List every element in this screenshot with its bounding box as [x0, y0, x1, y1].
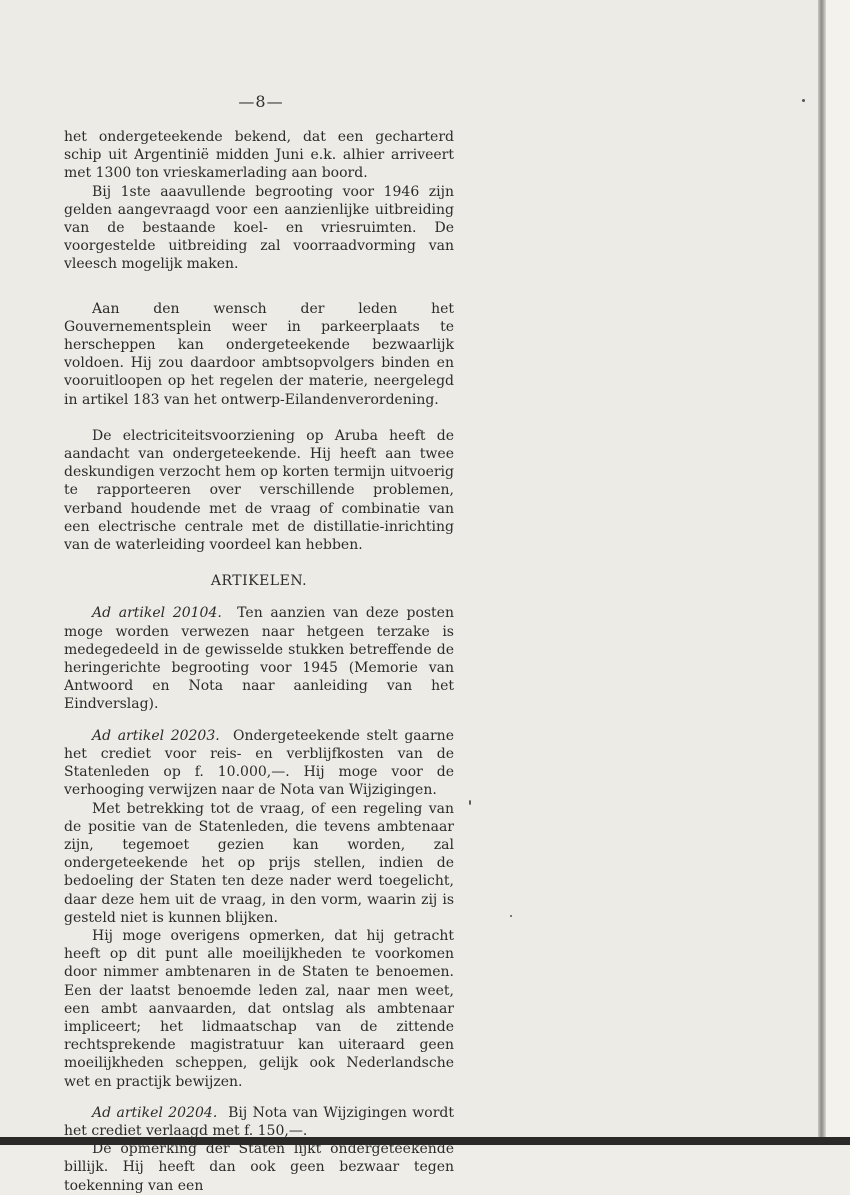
- article-label: Ad artikel 20203.: [92, 727, 220, 744]
- scan-speck: [469, 800, 471, 805]
- paragraph: Bij 1ste aaavullende begrooting voor 1946 zijn gelden aangevraagd voor een aanzienlijke uitbreiding van de bestaande koel- en vriesruimten. De voorgestelde uitbreiding zal voorraadvorming van vleesch mogelijk maken.: [64, 183, 454, 273]
- scan-speck: [510, 915, 512, 917]
- paragraph: het ondergeteekende bekend, dat een gecharterd schip uit Argentinië midden Juni e.k. alhier arriveert met 1300 ton vrieskamerlading aan boord.: [64, 129, 454, 182]
- paragraph: De opmerking der Staten lijkt ondergeteekende billijk. Hij heeft dan ook geen bezwaar tegen toekenning van een: [64, 1141, 454, 1194]
- paragraph: De electriciteitsvoorziening op Aruba heeft de aandacht van ondergeteekende. Hij heeft aan twee deskundigen verzocht hem op korten termijn uitvoerig te rapporteeren over verschillende problemen, verband houdende met de vraag of combinatie van een electrische centrale met de distillatie-inrichting van de waterleiding voordeel kan hebben.: [64, 427, 454, 554]
- article-text: Bij Nota van Wijzigingen wordt het crediet verlaagd met f. 150,—.: [64, 1104, 454, 1139]
- page-edge-shadow: [818, 0, 826, 1145]
- document-body: [64, 128, 454, 1195]
- article-text: Ten aanzien van deze posten moge worden verwezen naar hetgeen terzake is medegedeeld in de gewisselde stukken betreffende de heringerichte begrooting voor 1945 (Memorie van Antwoord en Nota naar aanleiding van het Eindverslag).: [64, 605, 454, 713]
- article-paragraph: [64, 727, 454, 800]
- paragraph: Hij moge overigens opmerken, dat hij getracht heeft op dit punt alle moeilijkheden te voorkomen door nimmer ambtenaren in de Staten te benoemen. Een der laatst benoemde leden zal, naar men weet, een ambt aanvaarden, dat ontslag als ambtenaar impliceert; het lidmaatschap van de zittende rechtsprekende magistratuur kan uiteraard geen moeilijkheden scheppen, gelijk ook Nederlandsche wet en practijk bewijzen.: [64, 927, 454, 1090]
- article-label: Ad artikel 20104.: [92, 605, 222, 622]
- article-label: Ad artikel 20204.: [92, 1104, 218, 1121]
- section-heading: ARTIKELEN.: [210, 573, 308, 590]
- paragraph: Met betrekking tot de vraag, of een regeling van de positie van de Statenleden, die tevens ambtenaar zijn, tegemoet gezien kan worden, zal ondergeteekende het op prijs stellen, indien de bedoeling der Staten ten deze nader werd toegelicht, daar deze hem uit de vraag, in den vorm, waarin zij is gesteld niet is kunnen blijken.: [64, 800, 454, 926]
- article-paragraph: [64, 604, 454, 713]
- article-text: Ondergeteekende stelt gaarne het crediet voor reis- en verblijfkosten van de Statenleden op f. 10.000,—. Hij moge voor de verhooging verwijzen naar de Nota van Wijzigingen.: [64, 727, 454, 799]
- paragraph: Aan den wensch der leden het Gouvernementsplein weer in parkeerplaats te herscheppen kan ondergeteekende bezwaarlijk voldoen. Hij zou daardoor ambtsopvolgers binden en vooruitloopen op het regelen der materie, neergelegd in artikel 183 van het ontwerp-Eilandenverordening.: [64, 300, 454, 408]
- article-paragraph: [64, 1104, 454, 1140]
- next-page-edge: [826, 0, 850, 1145]
- scan-speck: [802, 99, 805, 102]
- page-number: —8—: [238, 92, 284, 111]
